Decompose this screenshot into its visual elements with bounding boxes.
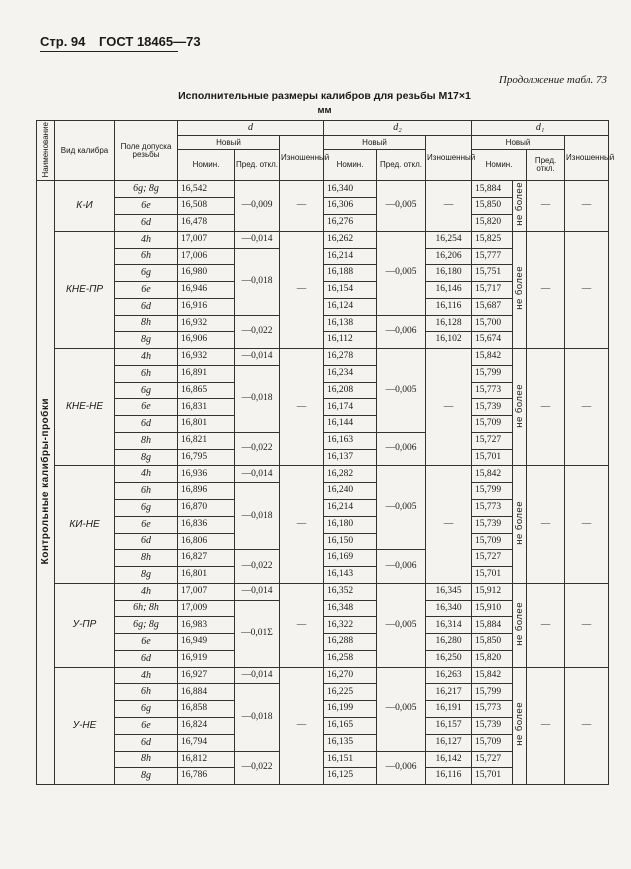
table-row: [37, 181, 609, 198]
d2-nominal: 16,144: [324, 416, 377, 433]
d1-worn: —: [565, 349, 609, 466]
d2-nominal: 16,234: [324, 365, 377, 382]
d1-nominal: 15,842: [472, 466, 513, 483]
d1-worn: —: [565, 466, 609, 583]
d1-nominal: 15,687: [472, 298, 513, 315]
tolerance-field: 6e: [115, 282, 178, 299]
d-nominal: 16,916: [178, 298, 235, 315]
d2-nominal: 16,214: [324, 248, 377, 265]
d1-nominal: 15,773: [472, 500, 513, 517]
d1-nominal: 15,850: [472, 198, 513, 215]
d1-nominal: 15,739: [472, 399, 513, 416]
header-d2-dev: Пред. откл.: [377, 150, 426, 181]
d2-nominal: 16,240: [324, 483, 377, 500]
gauge-type: У-ПР: [55, 583, 115, 667]
header-gauge-type: Вид калибра: [55, 121, 115, 181]
d1-nominal: 15,773: [472, 382, 513, 399]
d2-nominal: 16,138: [324, 315, 377, 332]
tolerance-field: 6h: [115, 483, 178, 500]
d1-worn: —: [565, 181, 609, 231]
tolerance-field: 6e: [115, 717, 178, 734]
d1-not-more-note: не более: [513, 231, 527, 348]
d2-worn: 16,206: [426, 248, 472, 265]
d2-nominal: 16,276: [324, 215, 377, 232]
d2-nominal: 16,278: [324, 349, 377, 366]
tolerance-field: 8g: [115, 768, 178, 785]
table-body: [37, 181, 609, 785]
d2-worn: 16,127: [426, 734, 472, 751]
d1-nominal: 15,884: [472, 617, 513, 634]
d2-worn: 16,280: [426, 634, 472, 651]
d1-nominal: 15,820: [472, 215, 513, 232]
header-d1-worn: Изношенный: [565, 136, 609, 181]
gauge-type: КИ-НЕ: [55, 466, 115, 583]
d2-worn: 16,345: [426, 583, 472, 600]
d-deviation: —0,022: [235, 315, 280, 349]
d1-nominal: 15,884: [472, 181, 513, 198]
d1-nominal: 15,709: [472, 533, 513, 550]
d2-nominal: 16,214: [324, 500, 377, 517]
d-nominal: 17,007: [178, 231, 235, 248]
d-nominal: 16,896: [178, 483, 235, 500]
tolerance-field: 6h: [115, 365, 178, 382]
gauge-dimensions-table: [36, 120, 615, 785]
d2-nominal: 16,180: [324, 516, 377, 533]
header-d2: d₂: [324, 121, 472, 136]
d2-deviation: —0,005: [377, 667, 426, 751]
table-row: [37, 583, 609, 600]
tolerance-field: 6g: [115, 701, 178, 718]
d2-nominal: 16,112: [324, 332, 377, 349]
tolerance-field: 6d: [115, 650, 178, 667]
page-number: Стр. 94: [40, 34, 86, 49]
d1-nominal: 15,799: [472, 684, 513, 701]
d2-nominal: 16,306: [324, 198, 377, 215]
d2-nominal: 16,270: [324, 667, 377, 684]
tolerance-field: 6g: [115, 382, 178, 399]
table-header: [37, 121, 615, 181]
d-worn: —: [280, 181, 324, 231]
header-d1: d₁: [472, 121, 609, 136]
d-deviation: —0,018: [235, 248, 280, 315]
d2-nominal: 16,258: [324, 650, 377, 667]
d2-worn: 16,250: [426, 650, 472, 667]
standard-number: ГОСТ 18465—73: [99, 34, 201, 49]
d2-nominal: 16,124: [324, 298, 377, 315]
d1-nominal: 15,825: [472, 231, 513, 248]
d1-nominal: 15,727: [472, 751, 513, 768]
header-d-new: Новый: [178, 136, 280, 150]
d2-deviation: —0,005: [377, 231, 426, 315]
tolerance-field: 6e: [115, 198, 178, 215]
d2-deviation: —0,006: [377, 751, 426, 785]
d2-deviation: —0,005: [377, 181, 426, 231]
d-nominal: 16,932: [178, 349, 235, 366]
d2-nominal: 16,137: [324, 449, 377, 466]
gauge-type: КНЕ-ПР: [55, 231, 115, 348]
d-deviation: —0,022: [235, 432, 280, 466]
tolerance-field: 8h: [115, 432, 178, 449]
d2-nominal: 16,169: [324, 550, 377, 567]
d-deviation: —0,014: [235, 231, 280, 248]
d-nominal: 16,932: [178, 315, 235, 332]
tolerance-field: 4h: [115, 231, 178, 248]
d1-nominal: 15,850: [472, 634, 513, 651]
d-nominal: 17,007: [178, 583, 235, 600]
tolerance-field: 6g; 8g: [115, 617, 178, 634]
header-d1-nom: Номин.: [472, 150, 527, 181]
d-worn: —: [280, 231, 324, 348]
d1-deviation: —: [527, 583, 565, 667]
d2-worn: 16,157: [426, 717, 472, 734]
continuation-note: Продолжение табл. 73: [498, 74, 607, 86]
d2-worn: 16,128: [426, 315, 472, 332]
tolerance-field: 6e: [115, 516, 178, 533]
d2-nominal: 16,163: [324, 432, 377, 449]
section-label: Контрольные калибры-пробки: [37, 181, 55, 785]
d2-nominal: 16,125: [324, 768, 377, 785]
tolerance-field: 6d: [115, 416, 178, 433]
d1-nominal: 15,727: [472, 432, 513, 449]
header-d-nom: Номин.: [178, 150, 235, 181]
d1-deviation: —: [527, 231, 565, 348]
d2-nominal: 16,135: [324, 734, 377, 751]
d2-nominal: 16,143: [324, 567, 377, 584]
d2-deviation: —0,005: [377, 466, 426, 550]
d1-nominal: 15,751: [472, 265, 513, 282]
header-rule: [40, 51, 178, 52]
d1-deviation: —: [527, 349, 565, 466]
d2-nominal: 16,225: [324, 684, 377, 701]
d2-nominal: 16,262: [324, 231, 377, 248]
d-nominal: 16,980: [178, 265, 235, 282]
d1-worn: —: [565, 583, 609, 667]
d-nominal: 16,794: [178, 734, 235, 751]
d2-worn: 16,254: [426, 231, 472, 248]
d1-worn: —: [565, 667, 609, 784]
d2-deviation: —0,005: [377, 583, 426, 667]
d2-worn: —: [426, 349, 472, 466]
d-deviation: —0,014: [235, 349, 280, 366]
d-deviation: —0,009: [235, 181, 280, 231]
d-nominal: 16,831: [178, 399, 235, 416]
d-nominal: 16,801: [178, 567, 235, 584]
d2-nominal: 16,174: [324, 399, 377, 416]
d1-deviation: —: [527, 181, 565, 231]
d2-worn: 16,116: [426, 768, 472, 785]
d-worn: —: [280, 667, 324, 784]
d-nominal: 16,983: [178, 617, 235, 634]
d1-not-more-note: не более: [513, 349, 527, 466]
d2-worn: 16,146: [426, 282, 472, 299]
d-nominal: 16,478: [178, 215, 235, 232]
table-title: Исполнительные размеры калибров для резьбы М17×1: [178, 90, 471, 102]
tolerance-field: 8h: [115, 315, 178, 332]
d2-deviation: —0,006: [377, 315, 426, 349]
d-nominal: 16,891: [178, 365, 235, 382]
d2-worn: 16,116: [426, 298, 472, 315]
d1-nominal: 15,773: [472, 701, 513, 718]
d2-worn: 16,142: [426, 751, 472, 768]
d-nominal: 16,884: [178, 684, 235, 701]
tolerance-field: 4h: [115, 349, 178, 366]
d2-deviation: —0,006: [377, 550, 426, 584]
d-nominal: 16,865: [178, 382, 235, 399]
d1-nominal: 15,701: [472, 768, 513, 785]
d2-worn: 16,314: [426, 617, 472, 634]
tolerance-field: 8h: [115, 751, 178, 768]
d-deviation: —0,01Σ: [235, 600, 280, 667]
tolerance-field: 6d: [115, 734, 178, 751]
d1-nominal: 15,739: [472, 717, 513, 734]
d-deviation: —0,022: [235, 550, 280, 584]
d1-worn: —: [565, 231, 609, 348]
header-d1-new: Новый: [472, 136, 565, 150]
d1-deviation: —: [527, 466, 565, 583]
d-nominal: 16,949: [178, 634, 235, 651]
table-unit: мм: [317, 105, 332, 116]
d2-nominal: 16,165: [324, 717, 377, 734]
d1-nominal: 15,799: [472, 365, 513, 382]
d-deviation: —0,018: [235, 365, 280, 432]
gauge-type: У-НЕ: [55, 667, 115, 784]
d1-nominal: 15,701: [472, 567, 513, 584]
d2-nominal: 16,348: [324, 600, 377, 617]
d2-worn: —: [426, 181, 472, 231]
d-nominal: 16,870: [178, 500, 235, 517]
header-d: d: [178, 121, 324, 136]
d-nominal: 17,006: [178, 248, 235, 265]
tolerance-field: 6h: [115, 684, 178, 701]
d-deviation: —0,022: [235, 751, 280, 785]
d2-nominal: 16,288: [324, 634, 377, 651]
d2-nominal: 16,352: [324, 583, 377, 600]
tolerance-field: 6g; 8g: [115, 181, 178, 198]
header-d2-worn: Изношенный: [426, 136, 472, 181]
d-nominal: 16,919: [178, 650, 235, 667]
tolerance-field: 6d: [115, 215, 178, 232]
tolerance-field: 8g: [115, 332, 178, 349]
header-d2-new: Новый: [324, 136, 426, 150]
d-worn: —: [280, 466, 324, 583]
d-nominal: 16,906: [178, 332, 235, 349]
d-nominal: 16,827: [178, 550, 235, 567]
d-deviation: —0,014: [235, 583, 280, 600]
table-row: [37, 667, 609, 684]
d1-nominal: 15,701: [472, 449, 513, 466]
header-tolerance-field: Поле допуска резьбы: [115, 121, 178, 181]
d2-worn: 16,102: [426, 332, 472, 349]
tolerance-field: 6h: [115, 248, 178, 265]
d1-nominal: 15,700: [472, 315, 513, 332]
tolerance-field: 6g: [115, 265, 178, 282]
d-nominal: 16,936: [178, 466, 235, 483]
tolerance-field: 8g: [115, 449, 178, 466]
gauge-type: К-И: [55, 181, 115, 231]
d2-nominal: 16,208: [324, 382, 377, 399]
tolerance-field: 6d: [115, 298, 178, 315]
d2-worn: 16,191: [426, 701, 472, 718]
tolerance-field: 6g: [115, 500, 178, 517]
d2-nominal: 16,282: [324, 466, 377, 483]
header-d-worn: Изношенный: [280, 136, 324, 181]
d-nominal: 16,508: [178, 198, 235, 215]
page-header: [40, 34, 201, 49]
d1-nominal: 15,912: [472, 583, 513, 600]
tolerance-field: 6e: [115, 399, 178, 416]
d-nominal: 16,806: [178, 533, 235, 550]
d-nominal: 16,542: [178, 181, 235, 198]
d1-nominal: 15,842: [472, 667, 513, 684]
d2-worn: 16,340: [426, 600, 472, 617]
d1-nominal: 15,727: [472, 550, 513, 567]
d-deviation: —0,018: [235, 483, 280, 550]
d1-nominal: 15,717: [472, 282, 513, 299]
d-nominal: 16,801: [178, 416, 235, 433]
gauge-type: КНЕ-НЕ: [55, 349, 115, 466]
d1-nominal: 15,674: [472, 332, 513, 349]
table-row: [37, 466, 609, 483]
tolerance-field: 4h: [115, 583, 178, 600]
d2-nominal: 16,151: [324, 751, 377, 768]
table-row: [37, 349, 609, 366]
d-nominal: 16,786: [178, 768, 235, 785]
d2-worn: 16,180: [426, 265, 472, 282]
d1-nominal: 15,910: [472, 600, 513, 617]
d2-nominal: 16,188: [324, 265, 377, 282]
d1-nominal: 15,739: [472, 516, 513, 533]
d-deviation: —0,018: [235, 684, 280, 751]
d-deviation: —0,014: [235, 667, 280, 684]
header-d-dev: Пред. откл.: [235, 150, 280, 181]
d-worn: —: [280, 583, 324, 667]
table-row: [37, 231, 609, 248]
d1-nominal: 15,820: [472, 650, 513, 667]
d-nominal: 16,824: [178, 717, 235, 734]
d1-nominal: 15,799: [472, 483, 513, 500]
d1-nominal: 15,842: [472, 349, 513, 366]
d2-nominal: 16,154: [324, 282, 377, 299]
d2-nominal: 16,322: [324, 617, 377, 634]
d-nominal: 16,836: [178, 516, 235, 533]
d-nominal: 16,812: [178, 751, 235, 768]
tolerance-field: 4h: [115, 667, 178, 684]
d2-nominal: 16,340: [324, 181, 377, 198]
d1-not-more-note: не более: [513, 583, 527, 667]
header-d1-dev: Пред. откл.: [527, 150, 565, 181]
d2-deviation: —0,006: [377, 432, 426, 466]
d1-not-more-note: не более: [513, 181, 527, 231]
d-deviation: —0,014: [235, 466, 280, 483]
d2-nominal: 16,199: [324, 701, 377, 718]
d1-not-more-note: не более: [513, 466, 527, 583]
d2-worn: —: [426, 466, 472, 583]
tolerance-field: 6d: [115, 533, 178, 550]
d2-worn: 16,217: [426, 684, 472, 701]
d1-nominal: 15,709: [472, 734, 513, 751]
d1-nominal: 15,709: [472, 416, 513, 433]
d-nominal: 16,946: [178, 282, 235, 299]
d1-deviation: —: [527, 667, 565, 784]
d2-deviation: —0,005: [377, 349, 426, 433]
d1-not-more-note: не более: [513, 667, 527, 784]
tolerance-field: 8h: [115, 550, 178, 567]
tolerance-field: 4h: [115, 466, 178, 483]
d-worn: —: [280, 349, 324, 466]
d1-nominal: 15,777: [472, 248, 513, 265]
d2-nominal: 16,150: [324, 533, 377, 550]
d-nominal: 17,009: [178, 600, 235, 617]
header-section: Наименование: [37, 121, 55, 181]
tolerance-field: 8g: [115, 567, 178, 584]
tolerance-field: 6h; 8h: [115, 600, 178, 617]
d-nominal: 16,795: [178, 449, 235, 466]
header-d2-nom: Номин.: [324, 150, 377, 181]
d-nominal: 16,821: [178, 432, 235, 449]
d2-worn: 16,263: [426, 667, 472, 684]
d-nominal: 16,927: [178, 667, 235, 684]
tolerance-field: 6e: [115, 634, 178, 651]
d-nominal: 16,858: [178, 701, 235, 718]
